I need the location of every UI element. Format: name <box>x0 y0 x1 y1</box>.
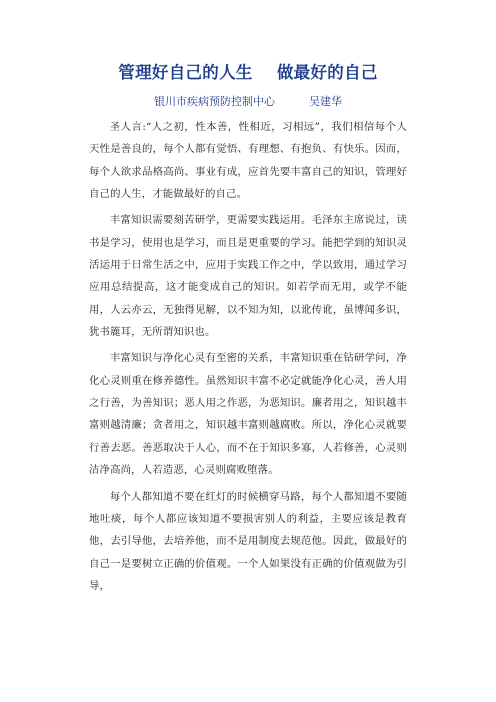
paragraph: 每个人都知道不要在红灯的时候横穿马路，每个人都知道不要随地吐痰，每个人都应该知道不要损害别人的利益，主要应该是教育他，去引导他，去培养他，而不是用制度去规范他。因此，做最好的自己一是要树立正确的价值观。一个人如果没有正确的价值观做为引导， <box>89 490 407 592</box>
byline <box>0 94 496 110</box>
author: 吴建华 <box>309 95 342 108</box>
paragraph: 丰富知识与净化心灵有至密的关系，丰富知识重在钻研学问，净化心灵则重在修养德性。虽然知识丰富不必定就能净化心灵，善人用之行善，为善知识；恶人用之作恶，为恶知识。廉者用之，知识越丰富则越清廉；贪者用之，知识越丰富则越腐败。所以，净化心灵就要行善去恶。善恶取决于人心，而不在于知识多寡，人若修善，心灵则洁净高尚，人若造恶，心灵则腐败堕落。 <box>89 352 407 477</box>
document-title: 管理好自己的人生 做最好的自己 <box>118 63 378 82</box>
paragraph: 丰富知识需要刻苦研学，更需要实践运用。毛泽东主席说过，读书是学习，使用也是学习，而且是更重要的学习。能把学到的知识灵活运用于日常生活之中，应用于实践工作之中，学以致用，通过学习应用总结提高，这才能变成自己的知识。如若学而无用，或学不能用，人云亦云，无独得见解，以不知为知，以讹传讹，虽博闻多识，犹书簏耳，无所谓知识也。 <box>89 214 407 339</box>
document-body <box>89 116 407 601</box>
organization: 银川市疾病预防控制中心 <box>154 95 275 108</box>
paragraph: 圣人言:“人之初，性本善，性相近，习相远”，我们相信每个人天性是善良的，每个人都有觉悟、有理想、有抱负、有快乐。因而，每个人欲求品格高尚、事业有成，应首先要丰富自己的知识，管理好自己的人生，才能做最好的自己。 <box>89 121 407 201</box>
